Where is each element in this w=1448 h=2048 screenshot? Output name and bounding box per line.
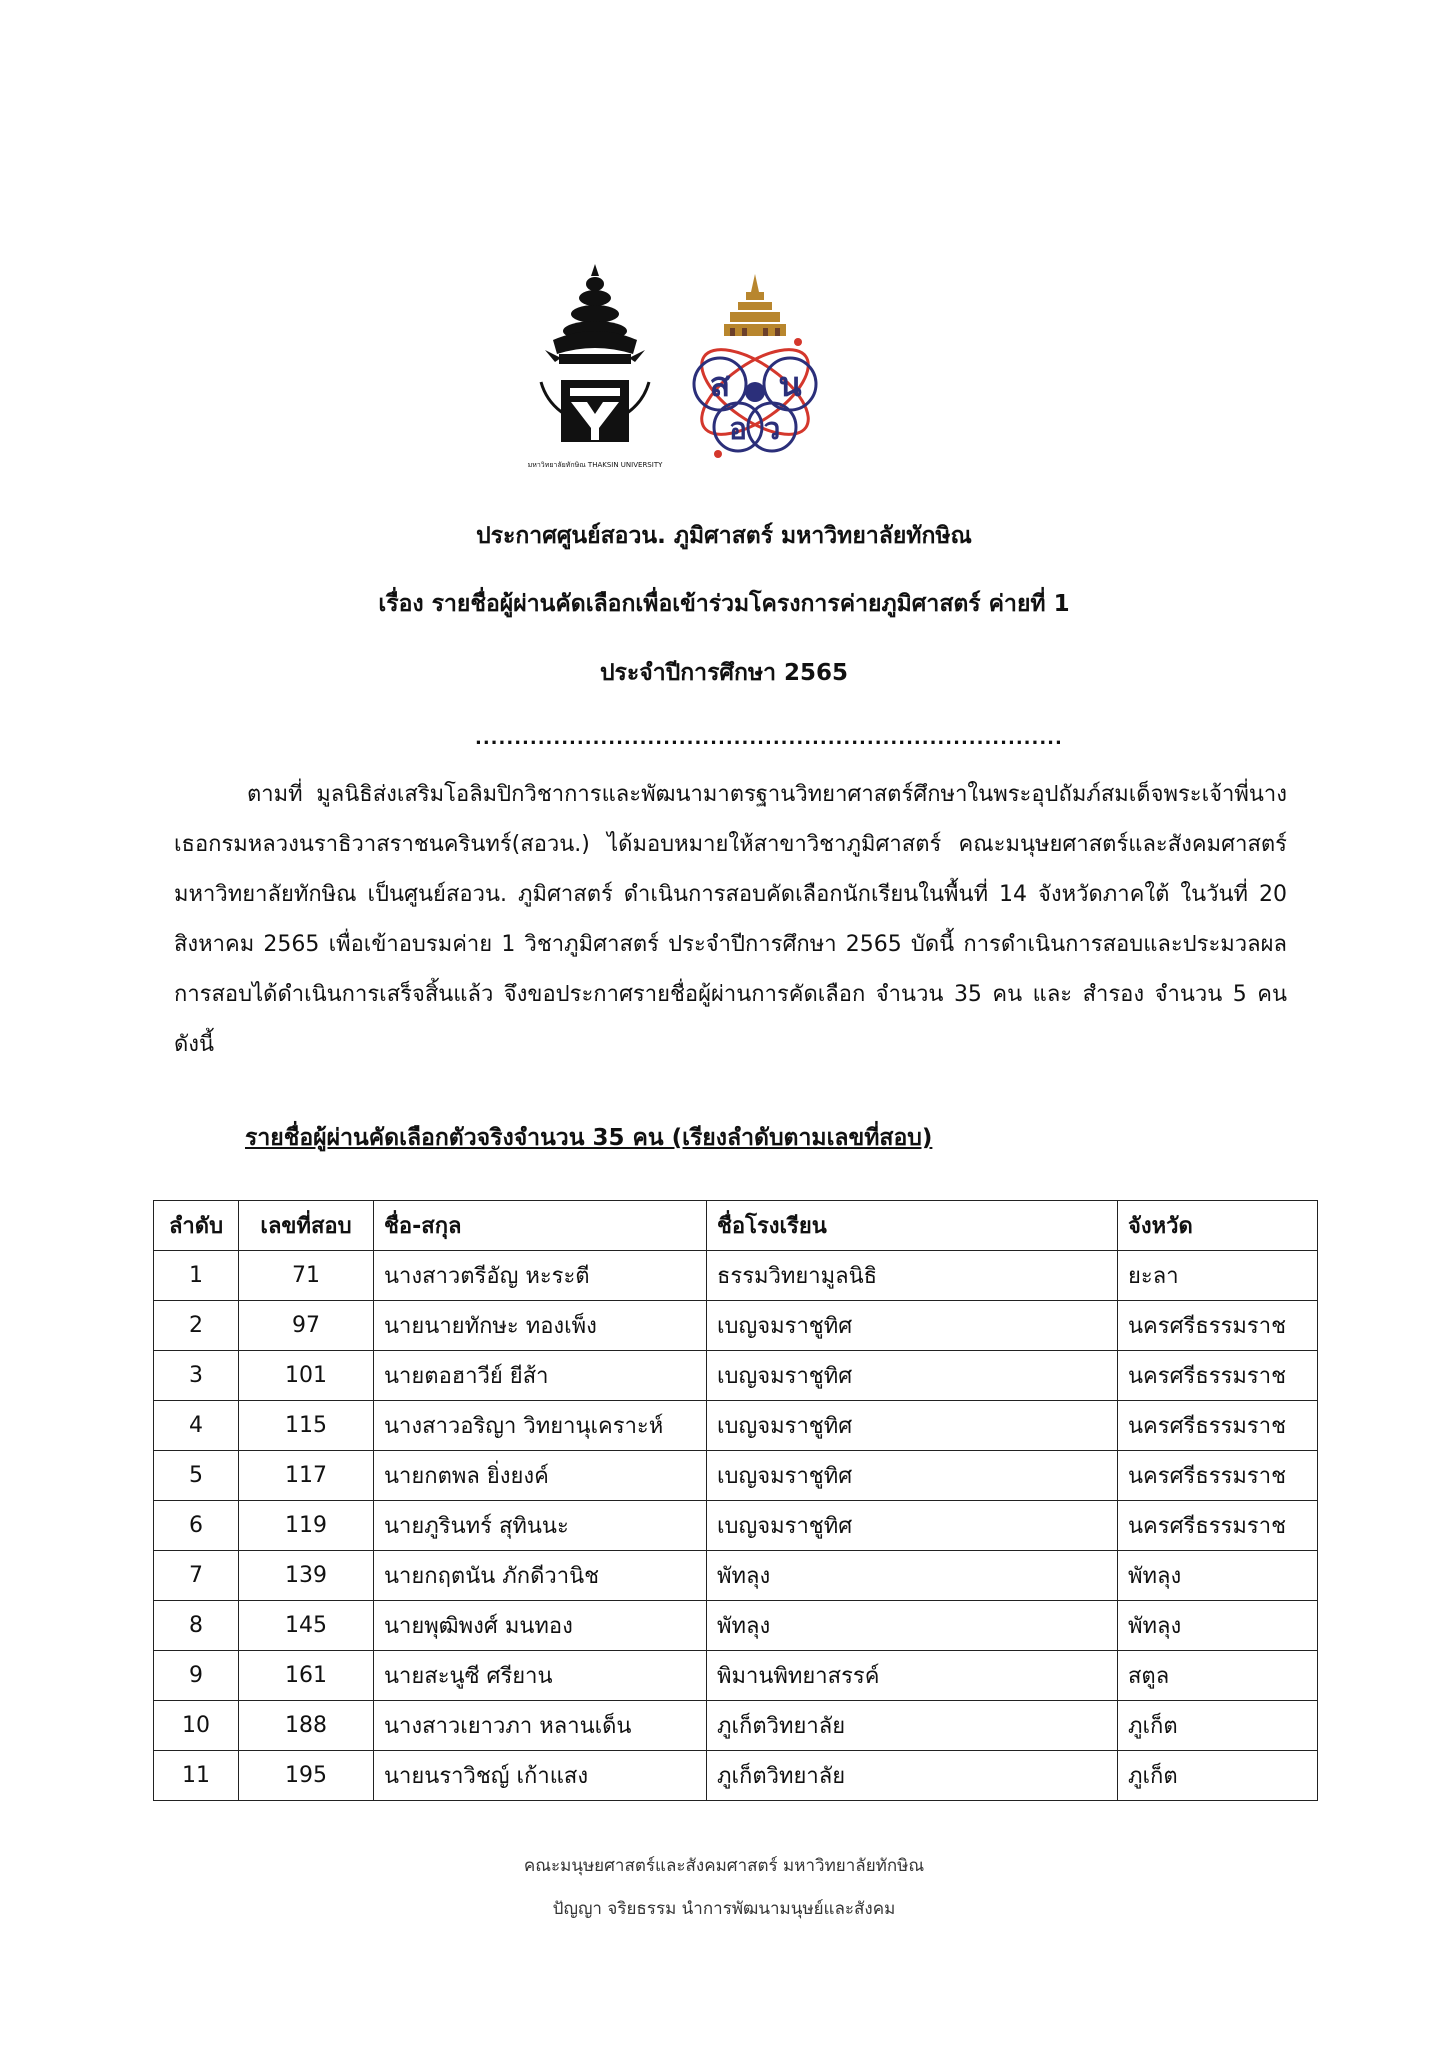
thaksin-university-logo — [525, 262, 665, 477]
table-header-row — [154, 1201, 1318, 1251]
cell-school: เบญจมราชูทิศ — [707, 1351, 1118, 1401]
header-logos — [0, 262, 1448, 482]
cell-order: 11 — [154, 1751, 239, 1801]
cell-exam-number: 161 — [239, 1651, 374, 1701]
cell-province: นครศรีธรรมราช — [1118, 1451, 1318, 1501]
dotted-separator: ........................................................................... — [475, 728, 1063, 749]
results-table — [153, 1200, 1318, 1801]
footer-faculty: คณะมนุษยศาสตร์และสังคมศาสตร์ มหาวิทยาลัยทักษิณ — [523, 1856, 925, 1876]
cell-order: 4 — [154, 1401, 239, 1451]
header-school: ชื่อโรงเรียน — [707, 1201, 1118, 1251]
cell-exam-number: 115 — [239, 1401, 374, 1451]
cell-name: นายกตพล ยิ่งยงค์ — [374, 1451, 707, 1501]
cell-exam-number: 119 — [239, 1501, 374, 1551]
header-province: จังหวัด — [1118, 1201, 1318, 1251]
table-row — [154, 1651, 1318, 1701]
cell-school: เบญจมราชูทิศ — [707, 1301, 1118, 1351]
sorwon-posn-logo — [680, 272, 830, 472]
cell-name: นายสะนูซี ศรียาน — [374, 1651, 707, 1701]
cell-order: 6 — [154, 1501, 239, 1551]
cell-school: พิมานพิทยาสรรค์ — [707, 1651, 1118, 1701]
header-exam-number: เลขที่สอบ — [239, 1201, 374, 1251]
header-order: ลำดับ — [154, 1201, 239, 1251]
cell-province: นครศรีธรรมราช — [1118, 1301, 1318, 1351]
cell-name: นางสาวตรีอัญ หะระตี — [374, 1251, 707, 1301]
cell-school: ภูเก็ตวิทยาลัย — [707, 1751, 1118, 1801]
svg-text:อ: อ — [728, 412, 748, 447]
svg-text:น: น — [778, 365, 802, 405]
cell-exam-number: 101 — [239, 1351, 374, 1401]
cell-name: นายนราวิชญ์ เก้าแสง — [374, 1751, 707, 1801]
cell-name: นายพุฒิพงศ์ มนทอง — [374, 1601, 707, 1651]
cell-province: นครศรีธรรมราช — [1118, 1501, 1318, 1551]
announcement-subject: เรื่อง รายชื่อผู้ผ่านคัดเลือกเพื่อเข้าร่วมโครงการค่ายภูมิศาสตร์ ค่ายที่ 1 — [378, 591, 1070, 617]
academic-year: ประจำปีการศึกษา 2565 — [599, 660, 849, 686]
cell-name: นายนายทักษะ ทองเพ็ง — [374, 1301, 707, 1351]
cell-province: พัทลุง — [1118, 1551, 1318, 1601]
header-name: ชื่อ-สกุล — [374, 1201, 707, 1251]
cell-order: 3 — [154, 1351, 239, 1401]
cell-province: ภูเก็ต — [1118, 1751, 1318, 1801]
announcement-title: ประกาศศูนย์สอวน. ภูมิศาสตร์ มหาวิทยาลัยทักษิณ — [476, 523, 972, 549]
table-row — [154, 1351, 1318, 1401]
announcement-body — [174, 770, 1287, 1070]
cell-order: 8 — [154, 1601, 239, 1651]
cell-school: พัทลุง — [707, 1551, 1118, 1601]
svg-text:ส: ส — [709, 365, 731, 405]
cell-exam-number: 139 — [239, 1551, 374, 1601]
cell-order: 1 — [154, 1251, 239, 1301]
cell-order: 9 — [154, 1651, 239, 1701]
cell-school: พัทลุง — [707, 1601, 1118, 1651]
cell-school: ธรรมวิทยามูลนิธิ — [707, 1251, 1118, 1301]
body-paragraph: ตามที่ มูลนิธิส่งเสริมโอลิมปิกวิชาการและพัฒนามาตรฐานวิทยาศาสตร์ศึกษาในพระอุปถัมภ์สมเด็จพระเจ้าพี่นางเธอกรมหลวงนราธิวาสราชนครินทร์(สอวน.) ได้มอบหมายให้สาขาวิชาภูมิศาสตร์ คณะมนุษยศาสตร์และสังคมศาสตร์ มหาวิทยาลัยทักษิณ เป็นศูนย์สอวน. ภูมิศาสตร์ ดำเนินการสอบคัดเลือกนักเรียนในพื้นที่ 14 จังหวัดภาคใต้ ในวันที่ 20 สิงหาคม 2565 เพื่อเข้าอบรมค่าย 1 วิชาภูมิศาสตร์ ประจำปีการศึกษา 2565 บัดนี้ การดำเนินการสอบและประมวลผลการสอบได้ดำเนินการเสร็จสิ้นแล้ว จึงขอประกาศรายชื่อผู้ผ่านการคัดเลือก จำนวน 35 คน และ สำรอง จำนวน 5 คน ดังนี้ — [174, 782, 1287, 1057]
cell-exam-number: 117 — [239, 1451, 374, 1501]
cell-province: ภูเก็ต — [1118, 1701, 1318, 1751]
table-row — [154, 1751, 1318, 1801]
cell-order: 5 — [154, 1451, 239, 1501]
cell-exam-number: 71 — [239, 1251, 374, 1301]
table-body — [154, 1251, 1318, 1801]
cell-order: 7 — [154, 1551, 239, 1601]
cell-order: 2 — [154, 1301, 239, 1351]
table-row — [154, 1251, 1318, 1301]
cell-school: เบญจมราชูทิศ — [707, 1451, 1118, 1501]
cell-province: ยะลา — [1118, 1251, 1318, 1301]
cell-exam-number: 188 — [239, 1701, 374, 1751]
cell-order: 10 — [154, 1701, 239, 1751]
table-row — [154, 1401, 1318, 1451]
cell-province: นครศรีธรรมราช — [1118, 1401, 1318, 1451]
cell-province: สตูล — [1118, 1651, 1318, 1701]
cell-school: ภูเก็ตวิทยาลัย — [707, 1701, 1118, 1751]
cell-school: เบญจมราชูทิศ — [707, 1401, 1118, 1451]
cell-name: นายตอฮาวีย์ ยีส้า — [374, 1351, 707, 1401]
table-row — [154, 1451, 1318, 1501]
svg-text:มหาวิทยาลัยทักษิณ THAKSIN UNIV: มหาวิทยาลัยทักษิณ THAKSIN UNIVERSITY — [527, 461, 663, 469]
table-row — [154, 1551, 1318, 1601]
footer-motto: ปัญญา จริยธรรม นำการพัฒนามนุษย์และสังคม — [552, 1899, 896, 1919]
list-title: รายชื่อผู้ผ่านคัดเลือกตัวจริงจำนวน 35 คน (เรียงลำดับตามเลขที่สอบ) — [245, 1125, 933, 1151]
cell-name: นางสาวอริญา วิทยานุเคราะห์ — [374, 1401, 707, 1451]
cell-school: เบญจมราชูทิศ — [707, 1501, 1118, 1551]
table-row — [154, 1701, 1318, 1751]
cell-exam-number: 195 — [239, 1751, 374, 1801]
cell-province: นครศรีธรรมราช — [1118, 1351, 1318, 1401]
table-row — [154, 1501, 1318, 1551]
table-row — [154, 1601, 1318, 1651]
cell-name: นายภูรินทร์ สุทินนะ — [374, 1501, 707, 1551]
cell-province: พัทลุง — [1118, 1601, 1318, 1651]
cell-exam-number: 97 — [239, 1301, 374, 1351]
table-row — [154, 1301, 1318, 1351]
cell-name: นางสาวเยาวภา หลานเด็น — [374, 1701, 707, 1751]
cell-name: นายกฤตนัน ภักดีวานิช — [374, 1551, 707, 1601]
svg-text:ว: ว — [763, 412, 781, 447]
cell-exam-number: 145 — [239, 1601, 374, 1651]
